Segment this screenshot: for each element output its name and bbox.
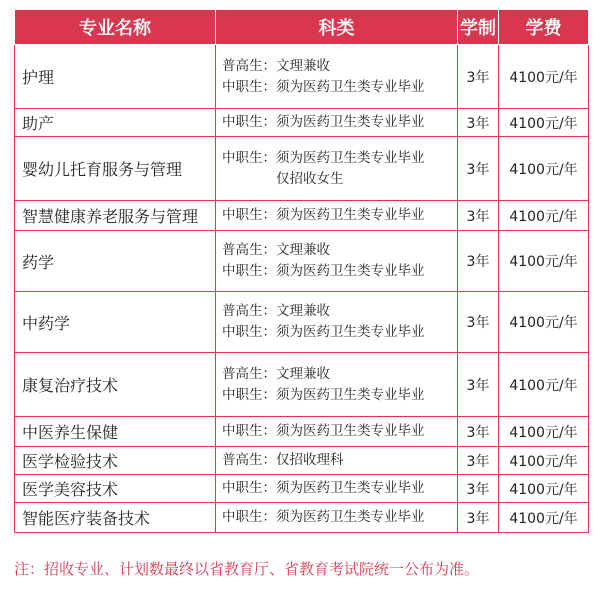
major-duration: 3年 <box>458 447 499 475</box>
major-category <box>216 447 458 475</box>
category-line: 普高生：文理兼收 <box>222 365 330 382</box>
major-name: 医学检验技术 <box>15 447 216 475</box>
table-row <box>15 417 589 447</box>
category-line: 中职生：须为医药卫生类专业毕业 <box>222 386 425 403</box>
major-duration: 3年 <box>458 475 499 503</box>
major-name: 医学美容技术 <box>15 475 216 503</box>
table-row <box>15 109 589 137</box>
category-line: 仅招收女生 <box>222 170 344 187</box>
major-fee: 4100元/年 <box>499 353 589 417</box>
major-fee: 4100元/年 <box>499 503 589 533</box>
major-duration: 3年 <box>458 137 499 201</box>
majors-table-container <box>14 9 588 533</box>
category-line: 中职生：须为医药卫生类专业毕业 <box>222 149 425 166</box>
category-line: 中职生：须为医药卫生类专业毕业 <box>222 78 425 95</box>
major-name: 中药学 <box>15 292 216 353</box>
major-name: 智能医疗装备技术 <box>15 503 216 533</box>
major-category <box>216 201 458 231</box>
table-row <box>15 292 589 353</box>
major-duration: 3年 <box>458 417 499 447</box>
major-category <box>216 417 458 447</box>
major-category <box>216 109 458 137</box>
major-duration: 3年 <box>458 231 499 292</box>
footnote: 注：招收专业、计划数最终以省教育厅、省教育考试院统一公布为准。 <box>14 560 480 578</box>
category-line: 普高生：仅招收理科 <box>222 452 344 468</box>
table-body <box>15 45 589 533</box>
major-duration: 3年 <box>458 45 499 109</box>
major-category <box>216 45 458 109</box>
major-name: 智慧健康养老服务与管理 <box>15 201 216 231</box>
category-line: 中职生：须为医药卫生类专业毕业 <box>222 423 425 439</box>
table-row <box>15 137 589 201</box>
category-line: 普高生：文理兼收 <box>222 303 330 319</box>
major-fee: 4100元/年 <box>499 447 589 475</box>
table-header-row <box>15 10 589 45</box>
major-name: 中医养生保健 <box>15 417 216 447</box>
category-line: 普高生：文理兼收 <box>222 242 330 258</box>
major-name: 婴幼儿托育服务与管理 <box>15 137 216 201</box>
table-row <box>15 45 589 109</box>
major-name: 助产 <box>15 109 216 137</box>
major-category <box>216 292 458 353</box>
majors-table <box>14 9 589 533</box>
major-fee: 4100元/年 <box>499 109 589 137</box>
table-row <box>15 447 589 475</box>
table-row <box>15 201 589 231</box>
category-line: 中职生：须为医药卫生类专业毕业 <box>222 114 425 130</box>
major-fee: 4100元/年 <box>499 231 589 292</box>
major-category <box>216 231 458 292</box>
major-duration: 3年 <box>458 109 499 137</box>
category-line: 中职生：须为医药卫生类专业毕业 <box>222 324 425 340</box>
header-fee: 学费 <box>499 10 589 45</box>
major-category <box>216 475 458 503</box>
category-line: 中职生：须为医药卫生类专业毕业 <box>222 207 425 223</box>
major-duration: 3年 <box>458 201 499 231</box>
major-duration: 3年 <box>458 292 499 353</box>
major-duration: 3年 <box>458 353 499 417</box>
major-duration: 3年 <box>458 503 499 533</box>
category-line: 中职生：须为医药卫生类专业毕业 <box>222 480 425 496</box>
header-category: 科类 <box>216 10 458 45</box>
header-duration: 学制 <box>458 10 499 45</box>
table-row <box>15 503 589 533</box>
major-name: 康复治疗技术 <box>15 353 216 417</box>
category-line: 普高生：文理兼收 <box>222 57 330 74</box>
major-name: 护理 <box>15 45 216 109</box>
major-category <box>216 137 458 201</box>
major-fee: 4100元/年 <box>499 137 589 201</box>
table-row <box>15 231 589 292</box>
major-fee: 4100元/年 <box>499 475 589 503</box>
major-category <box>216 353 458 417</box>
category-line: 中职生：须为医药卫生类专业毕业 <box>222 509 425 525</box>
major-fee: 4100元/年 <box>499 201 589 231</box>
major-fee: 4100元/年 <box>499 292 589 353</box>
major-name: 药学 <box>15 231 216 292</box>
category-line: 中职生：须为医药卫生类专业毕业 <box>222 263 425 279</box>
table-row <box>15 475 589 503</box>
major-fee: 4100元/年 <box>499 45 589 109</box>
header-major-name: 专业名称 <box>15 10 216 45</box>
major-fee: 4100元/年 <box>499 417 589 447</box>
major-category <box>216 503 458 533</box>
table-row <box>15 353 589 417</box>
